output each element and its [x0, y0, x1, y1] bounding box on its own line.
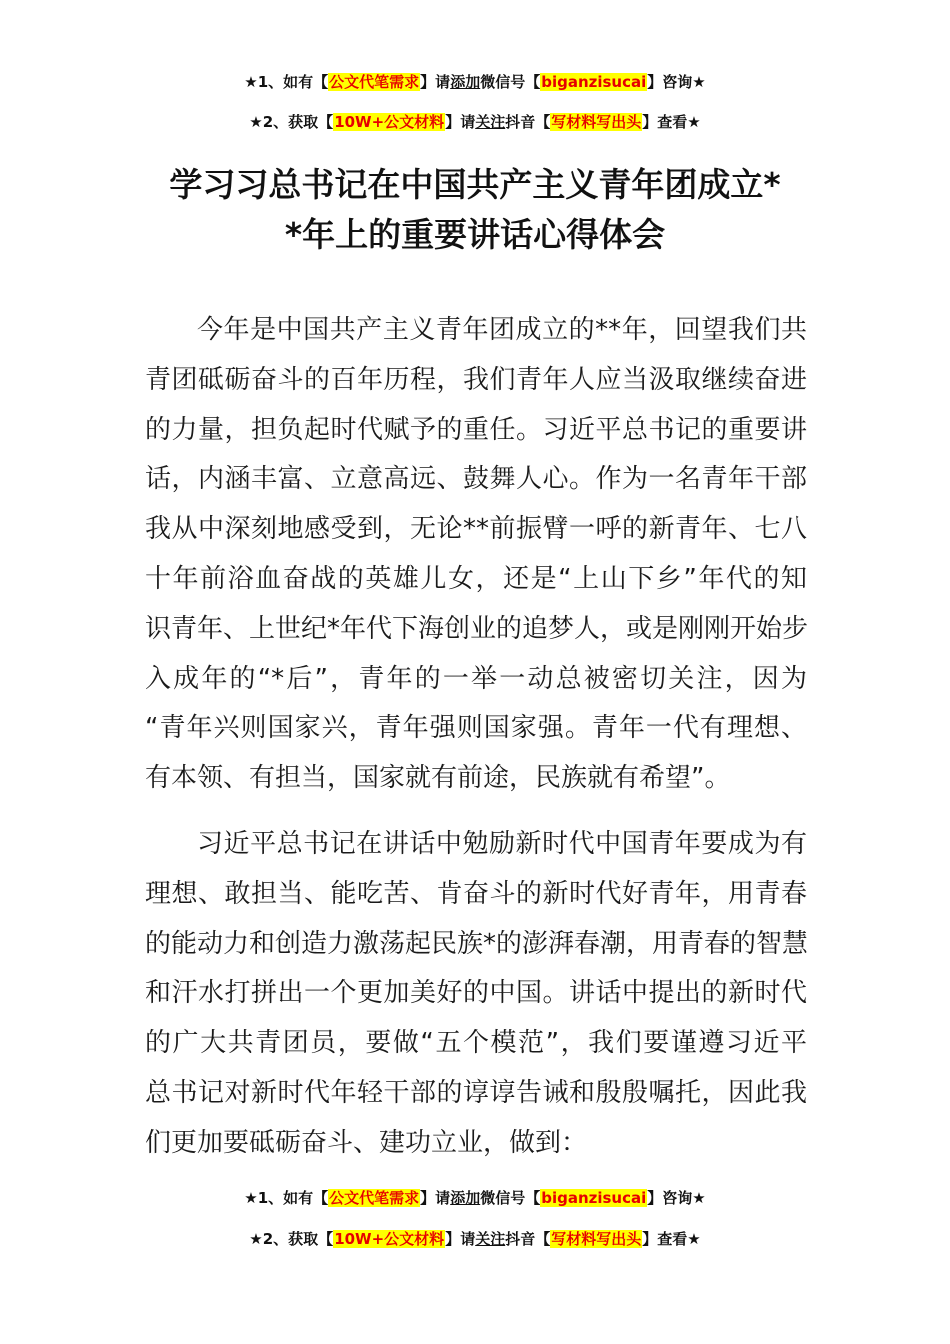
notice-text: ★1、如有【 — [244, 73, 329, 91]
paragraph-line: 的力量，担负起时代赋予的重任。习近平总书记的重要讲 — [145, 414, 807, 445]
paragraph-line: 总书记对新时代年轻干部的谆谆告诫和殷殷嘱托，因此我 — [145, 1077, 807, 1108]
highlight-text: 写材料写出头 — [551, 1230, 642, 1248]
paragraph-line: 们更加要砥砺奋斗、建功立业，做到： — [145, 1127, 588, 1158]
notice-text: 】咨询★ — [647, 1189, 706, 1207]
notice-text: 】咨询★ — [647, 73, 706, 91]
notice-text: 微信号【 — [480, 1189, 541, 1207]
notice-text: 】请 — [445, 113, 476, 131]
notice-text: 】查看★ — [642, 1230, 701, 1248]
title-line: 学习习总书记在中国共产主义青年团成立* — [169, 165, 781, 204]
notice-text: ★2、获取【 — [249, 113, 334, 131]
document-title — [140, 160, 810, 260]
paragraph-line: 话，内涵丰富、立意高远、鼓舞人心。作为一名青年干部 — [145, 464, 807, 495]
notice-text: 】请 — [420, 1189, 451, 1207]
notice-text: ★1、如有【 — [244, 1189, 329, 1207]
highlight-text: 公文代笔需求 — [329, 73, 420, 91]
body-paragraph-2 — [145, 820, 807, 1169]
notice-text: 微信号【 — [480, 73, 541, 91]
paragraph-line: 理想、敢担当、能吃苦、肯奋斗的新时代好青年，用青春 — [145, 878, 807, 909]
notice-text: 】请 — [420, 73, 451, 91]
paragraph-line: 和汗水打拼出一个更加美好的中国。讲话中提出的新时代 — [145, 978, 807, 1009]
underlined-text: 关注 — [475, 1230, 506, 1248]
notice-text: ★2、获取【 — [249, 1230, 334, 1248]
paragraph-line: “青年兴则国家兴，青年强则国家强。青年一代有理想、 — [145, 713, 807, 744]
paragraph-line: 我从中深刻地感受到，无论**前振臂一呼的新青年、七八 — [145, 514, 807, 545]
header-notice-2 — [0, 111, 950, 133]
paragraph-line: 入成年的“*后”，青年的一举一动总被密切关注，因为 — [145, 663, 807, 694]
paragraph-line: 十年前浴血奋战的英雄儿女，还是“上山下乡”年代的知 — [145, 563, 807, 594]
notice-text: 抖音【 — [505, 113, 551, 131]
underlined-text: 添加 — [450, 1189, 481, 1207]
footer-notice-2 — [0, 1228, 950, 1250]
paragraph-line: 有本领、有担当，国家就有前途，民族就有希望”。 — [145, 763, 731, 794]
highlight-text: 10W+公文材料 — [334, 1230, 445, 1248]
highlight-text: 写材料写出头 — [551, 113, 642, 131]
body-paragraph-1 — [145, 306, 807, 804]
highlight-text: biganzisucai — [541, 73, 647, 91]
paragraph-line: 的能动力和创造力激荡起民族*的澎湃春潮，用青春的智慧 — [145, 928, 809, 959]
highlight-text: biganzisucai — [541, 1189, 647, 1207]
notice-text: 】请 — [445, 1230, 476, 1248]
paragraph-line: 今年是中国共产主义青年团成立的**年，回望我们共 — [197, 315, 807, 345]
paragraph-line: 习近平总书记在讲话中勉励新时代中国青年要成为有 — [197, 829, 807, 859]
notice-text: 抖音【 — [505, 1230, 551, 1248]
paragraph-line: 青团砥砺奋斗的百年历程，我们青年人应当汲取继续奋进 — [145, 364, 807, 395]
paragraph-line: 识青年、上世纪*年代下海创业的追梦人，或是刚刚开始步 — [145, 613, 809, 644]
paragraph-line: 的广大共青团员，要做“五个模范”，我们要谨遵习近平 — [145, 1028, 807, 1059]
notice-text: 】查看★ — [642, 113, 701, 131]
underlined-text: 关注 — [475, 113, 506, 131]
highlight-text: 公文代笔需求 — [329, 1189, 420, 1207]
footer-notice-1 — [0, 1187, 950, 1209]
highlight-text: 10W+公文材料 — [334, 113, 445, 131]
header-notice-1 — [0, 71, 950, 93]
title-line: *年上的重要讲话心得体会 — [284, 215, 666, 254]
underlined-text: 添加 — [450, 73, 481, 91]
